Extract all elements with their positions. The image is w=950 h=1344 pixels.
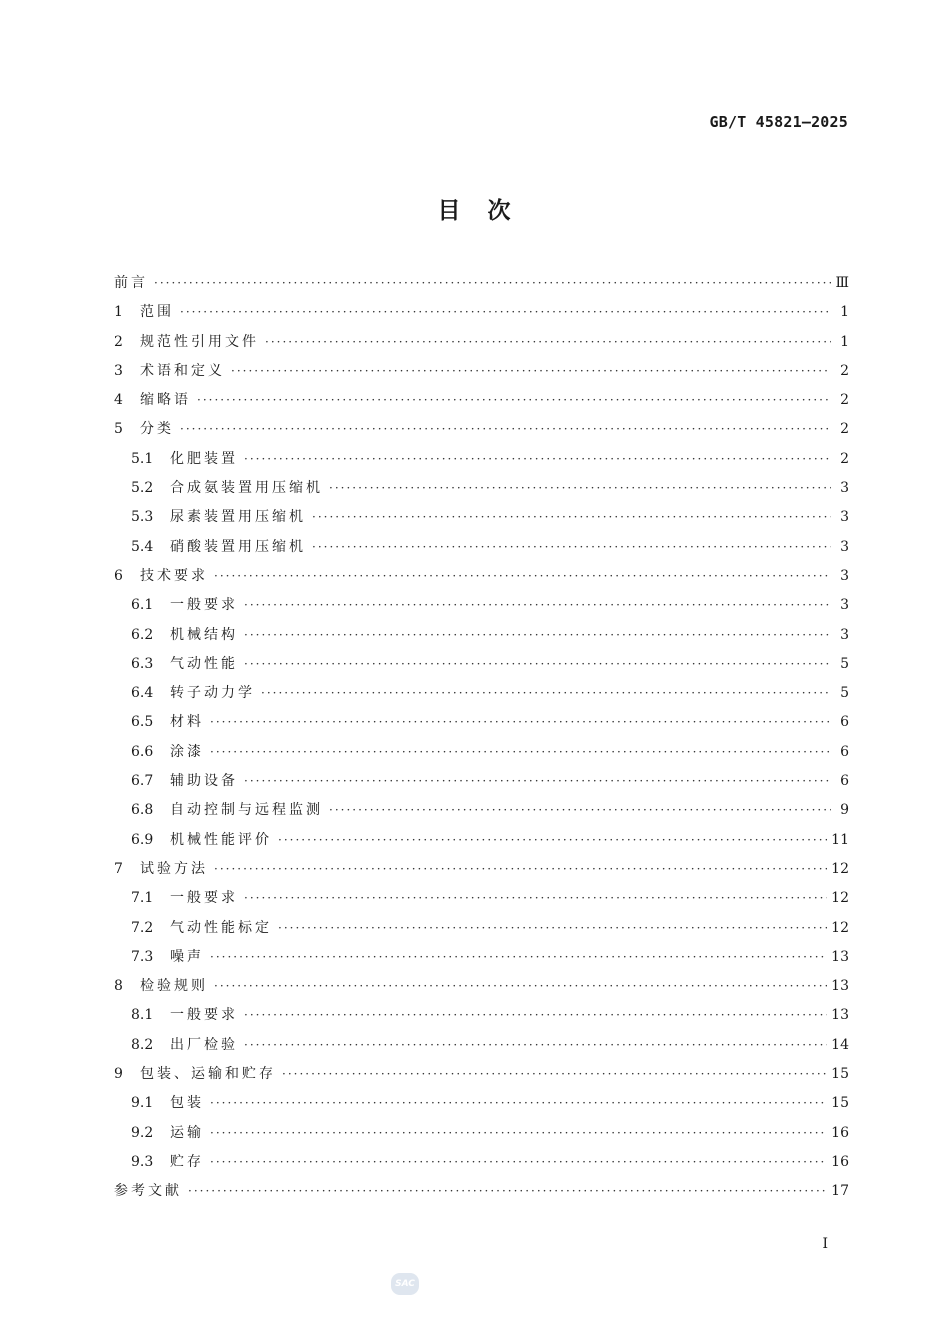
toc-entry[interactable] bbox=[114, 914, 849, 943]
toc-leader-dots bbox=[210, 738, 831, 767]
toc-leader-dots bbox=[180, 298, 831, 327]
toc-entry[interactable] bbox=[114, 943, 849, 972]
toc-entry-label: 气动性能标定 bbox=[170, 919, 272, 936]
page-title: 目 次 bbox=[437, 198, 513, 224]
toc-entry-page: 16 bbox=[831, 1153, 849, 1170]
toc-entry-page: 12 bbox=[831, 860, 849, 877]
toc-entry-number: 5.3 bbox=[131, 509, 154, 526]
toc-entry-page: 2 bbox=[840, 392, 849, 409]
toc-leader-dots bbox=[329, 474, 831, 503]
toc-entry[interactable] bbox=[114, 650, 849, 679]
toc-entry-number: 5 bbox=[114, 421, 123, 438]
toc-entry-label: 包装、运输和贮存 bbox=[140, 1066, 276, 1083]
toc-entry-page: 13 bbox=[831, 948, 849, 965]
toc-entry-page: 3 bbox=[840, 567, 849, 584]
toc-entry[interactable] bbox=[114, 591, 849, 620]
toc-entry-label: 试验方法 bbox=[140, 860, 208, 877]
toc-entry-label: 一般要求 bbox=[170, 1007, 238, 1024]
toc-entry-label: 规范性引用文件 bbox=[140, 333, 259, 350]
toc-entry-label: 出厂检验 bbox=[170, 1036, 238, 1053]
toc-leader-dots bbox=[244, 767, 831, 796]
toc-entry-number: 7.2 bbox=[131, 919, 154, 936]
toc-entry[interactable] bbox=[114, 415, 849, 444]
toc-entry[interactable] bbox=[114, 679, 849, 708]
toc-entry[interactable] bbox=[114, 855, 849, 884]
toc-entry[interactable] bbox=[114, 826, 849, 855]
toc-entry[interactable] bbox=[114, 1001, 849, 1030]
toc-entry-label: 合成氨装置用压缩机 bbox=[170, 480, 323, 497]
toc-entry[interactable] bbox=[114, 1060, 849, 1089]
toc-entry-number: 7 bbox=[114, 860, 123, 877]
toc-entry-number: 7.3 bbox=[131, 948, 154, 965]
toc-entry-number: 6.9 bbox=[131, 831, 154, 848]
toc-entry-number: 2 bbox=[114, 333, 123, 350]
toc-leader-dots bbox=[214, 562, 831, 591]
toc-entry-label: 尿素装置用压缩机 bbox=[170, 509, 306, 526]
toc-leader-dots bbox=[312, 533, 831, 562]
toc-entry-page: 6 bbox=[840, 773, 849, 790]
toc-entry-label: 机械结构 bbox=[170, 626, 238, 643]
toc-entry-number: 8.2 bbox=[131, 1036, 154, 1053]
toc-entry-number: 3 bbox=[114, 362, 123, 379]
toc-entry-page: 6 bbox=[840, 743, 849, 760]
toc-entry-number: 6 bbox=[114, 567, 123, 584]
toc-leader-dots bbox=[244, 621, 831, 650]
toc-entry-label: 一般要求 bbox=[170, 597, 238, 614]
toc-leader-dots bbox=[244, 650, 831, 679]
toc-entry-number: 6.8 bbox=[131, 802, 154, 819]
toc-entry[interactable] bbox=[114, 503, 849, 532]
toc-entry-label: 术语和定义 bbox=[140, 362, 225, 379]
toc-entry-number: 5.4 bbox=[131, 538, 154, 555]
toc-entry[interactable] bbox=[114, 1031, 849, 1060]
toc-entry-number: 9 bbox=[114, 1066, 123, 1083]
toc-leader-dots bbox=[244, 1031, 827, 1060]
toc-entry-page: 12 bbox=[831, 919, 849, 936]
toc-entry[interactable] bbox=[114, 269, 849, 298]
toc-entry-label: 检验规则 bbox=[140, 978, 208, 995]
toc-entry[interactable] bbox=[114, 972, 849, 1001]
toc-entry-page: 16 bbox=[831, 1124, 849, 1141]
toc-leader-dots bbox=[210, 943, 827, 972]
toc-leader-dots bbox=[210, 1089, 827, 1118]
page-number: Ⅰ bbox=[822, 1236, 828, 1252]
toc-leader-dots bbox=[154, 269, 831, 298]
toc-entry-page: 2 bbox=[840, 450, 849, 467]
toc-leader-dots bbox=[244, 1001, 827, 1030]
toc-leader-dots bbox=[244, 591, 831, 620]
toc-entry[interactable] bbox=[114, 621, 849, 650]
toc-entry-label: 一般要求 bbox=[170, 890, 238, 907]
toc-entry-label: 技术要求 bbox=[140, 567, 208, 584]
toc-entry[interactable] bbox=[114, 357, 849, 386]
toc-leader-dots bbox=[214, 855, 827, 884]
toc-entry-label: 包装 bbox=[170, 1095, 204, 1112]
toc-entry-label: 机械性能评价 bbox=[170, 831, 272, 848]
toc-entry-label: 自动控制与远程监测 bbox=[170, 802, 323, 819]
toc-entry-number: 9.3 bbox=[131, 1153, 154, 1170]
toc-entry-number: 6.4 bbox=[131, 685, 154, 702]
toc-leader-dots bbox=[188, 1177, 827, 1206]
toc-entry-label: 化肥装置 bbox=[170, 450, 238, 467]
toc-entry-number: 5.1 bbox=[131, 450, 154, 467]
toc-entry-page: 17 bbox=[831, 1183, 849, 1200]
toc-entry-page: 5 bbox=[840, 685, 849, 702]
toc-entry-number: 6.2 bbox=[131, 626, 154, 643]
toc-entry[interactable] bbox=[114, 328, 849, 357]
toc-entry[interactable] bbox=[114, 796, 849, 825]
toc-entry-page: Ⅲ bbox=[835, 275, 849, 291]
toc-entry-number: 6.7 bbox=[131, 773, 154, 790]
toc-leader-dots bbox=[278, 826, 827, 855]
toc-leader-dots bbox=[312, 503, 831, 532]
toc-leader-dots bbox=[282, 1060, 827, 1089]
toc-leader-dots bbox=[244, 445, 831, 474]
toc-leader-dots bbox=[278, 914, 827, 943]
toc-entry-page: 2 bbox=[840, 421, 849, 438]
toc-leader-dots bbox=[210, 1119, 827, 1148]
toc-entry-label: 涂漆 bbox=[170, 743, 204, 760]
toc-entry-label: 运输 bbox=[170, 1124, 204, 1141]
toc-entry-page: 6 bbox=[840, 714, 849, 731]
toc-entry-number: 9.1 bbox=[131, 1095, 154, 1112]
toc-entry[interactable] bbox=[114, 1177, 849, 1206]
toc-entry-number: 5.2 bbox=[131, 480, 154, 497]
toc-entry-label: 前言 bbox=[114, 275, 148, 291]
toc-entry[interactable] bbox=[114, 1119, 849, 1148]
toc-entry-page: 1 bbox=[840, 333, 849, 350]
toc-leader-dots bbox=[244, 884, 827, 913]
toc-entry-page: 15 bbox=[831, 1095, 849, 1112]
toc-entry[interactable] bbox=[114, 386, 849, 415]
toc-entry-page: 1 bbox=[840, 304, 849, 321]
toc-leader-dots bbox=[329, 796, 831, 825]
toc-entry[interactable] bbox=[114, 474, 849, 503]
toc-entry-label: 辅助设备 bbox=[170, 773, 238, 790]
toc-entry-number: 6.1 bbox=[131, 597, 154, 614]
toc-entry-number: 7.1 bbox=[131, 890, 154, 907]
toc-entry-number: 6.6 bbox=[131, 743, 154, 760]
table-of-contents bbox=[114, 269, 849, 1207]
toc-leader-dots bbox=[214, 972, 827, 1001]
toc-entry-page: 5 bbox=[840, 655, 849, 672]
toc-entry-page: 13 bbox=[831, 978, 849, 995]
toc-entry-label: 硝酸装置用压缩机 bbox=[170, 538, 306, 555]
toc-entry-label: 贮存 bbox=[170, 1153, 204, 1170]
toc-entry-label: 转子动力学 bbox=[170, 685, 255, 702]
toc-entry-label: 噪声 bbox=[170, 948, 204, 965]
toc-entry[interactable] bbox=[114, 533, 849, 562]
toc-entry-page: 2 bbox=[840, 362, 849, 379]
toc-entry-label: 气动性能 bbox=[170, 655, 238, 672]
sac-watermark-logo: SAC bbox=[391, 1273, 419, 1295]
toc-entry-page: 3 bbox=[840, 480, 849, 497]
toc-entry-number: 1 bbox=[114, 304, 123, 321]
toc-entry-page: 3 bbox=[840, 626, 849, 643]
toc-entry-page: 12 bbox=[831, 890, 849, 907]
toc-entry[interactable] bbox=[114, 445, 849, 474]
toc-leader-dots bbox=[265, 328, 831, 357]
toc-entry[interactable] bbox=[114, 708, 849, 737]
standard-code: GB/T 45821—2025 bbox=[709, 113, 848, 131]
toc-entry[interactable] bbox=[114, 298, 849, 327]
toc-entry-number: 8.1 bbox=[131, 1007, 154, 1024]
toc-entry-label: 缩略语 bbox=[140, 392, 191, 409]
toc-entry-page: 15 bbox=[831, 1066, 849, 1083]
toc-entry[interactable] bbox=[114, 562, 849, 591]
toc-entry-number: 8 bbox=[114, 978, 123, 995]
toc-entry-number: 9.2 bbox=[131, 1124, 154, 1141]
toc-entry-label: 分类 bbox=[140, 421, 174, 438]
toc-entry-number: 4 bbox=[114, 392, 123, 409]
toc-leader-dots bbox=[261, 679, 831, 708]
toc-entry[interactable] bbox=[114, 1148, 849, 1177]
toc-leader-dots bbox=[210, 1148, 827, 1177]
toc-entry[interactable] bbox=[114, 767, 849, 796]
toc-entry-page: 3 bbox=[840, 538, 849, 555]
toc-entry-label: 参考文献 bbox=[114, 1183, 182, 1200]
toc-entry-page: 14 bbox=[831, 1036, 849, 1053]
toc-entry[interactable] bbox=[114, 738, 849, 767]
toc-entry-page: 3 bbox=[840, 597, 849, 614]
toc-entry[interactable] bbox=[114, 1089, 849, 1118]
toc-entry[interactable] bbox=[114, 884, 849, 913]
toc-entry-page: 13 bbox=[831, 1007, 849, 1024]
toc-entry-page: 11 bbox=[831, 831, 849, 848]
toc-entry-number: 6.5 bbox=[131, 714, 154, 731]
toc-leader-dots bbox=[180, 415, 831, 444]
toc-leader-dots bbox=[197, 386, 831, 415]
toc-entry-label: 范围 bbox=[140, 304, 174, 321]
toc-entry-number: 6.3 bbox=[131, 655, 154, 672]
toc-leader-dots bbox=[231, 357, 831, 386]
toc-entry-label: 材料 bbox=[170, 714, 204, 731]
toc-entry-page: 3 bbox=[840, 509, 849, 526]
toc-leader-dots bbox=[210, 708, 831, 737]
toc-entry-page: 9 bbox=[840, 802, 849, 819]
